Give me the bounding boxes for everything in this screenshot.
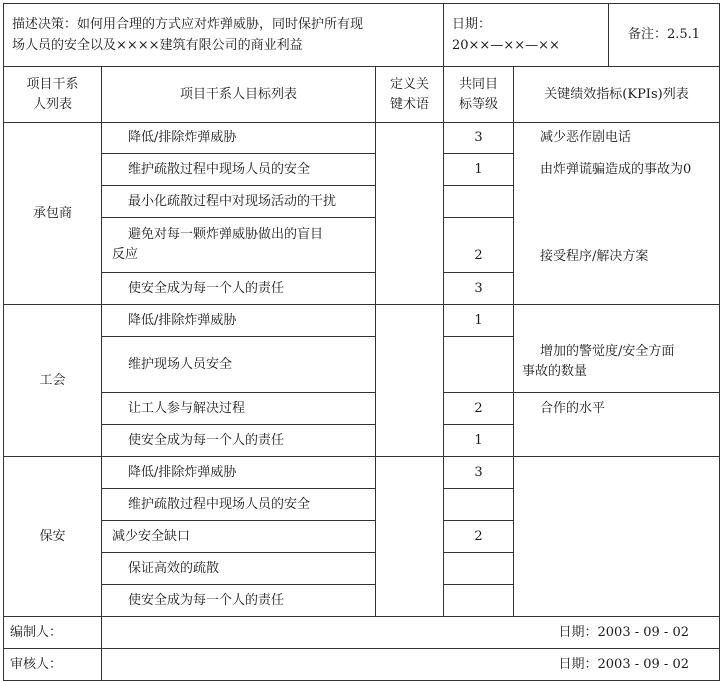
level-cell: 2 <box>444 218 514 273</box>
level-cell <box>444 553 514 585</box>
col-stakeholders: 项目干系 人列表 <box>4 67 102 123</box>
header-row <box>4 4 720 67</box>
kpi-cell: 合作的水平 <box>514 393 720 425</box>
table-row <box>4 425 720 457</box>
col-terms: 定义关 键术语 <box>376 67 444 123</box>
decision-line-2: 场人员的安全以及××××建筑有限公司的商业利益 <box>12 38 303 53</box>
goal-cell: 最小化疏散过程中对现场活动的干扰 <box>102 186 376 218</box>
goal-cell: 避免对每一颗炸弹威胁做出的盲目 反应 <box>102 218 376 273</box>
level-cell <box>444 585 514 617</box>
reviewer-label: 审核人： <box>4 649 102 681</box>
preparer-date: 日期：2003 - 09 - 02 <box>102 617 720 649</box>
level-cell: 2 <box>444 393 514 425</box>
table-row <box>4 218 720 273</box>
goal-cell: 维护现场人员安全 <box>102 337 376 393</box>
kpi-cell <box>514 186 720 218</box>
table-row <box>4 305 720 337</box>
date-cell <box>444 4 609 67</box>
terms-cell <box>376 123 444 305</box>
level-cell: 3 <box>444 123 514 154</box>
table-row <box>4 457 720 489</box>
level-cell: 2 <box>444 521 514 553</box>
goal-cell: 维护疏散过程中现场人员的安全 <box>102 489 376 521</box>
date-value: 20××—××—×× <box>452 38 560 53</box>
level-cell: 1 <box>444 154 514 186</box>
level-cell: 1 <box>444 305 514 337</box>
table-row <box>4 123 720 154</box>
goal-cell: 使安全成为每一个人的责任 <box>102 273 376 305</box>
level-cell: 3 <box>444 457 514 489</box>
kpi-cell: 接受程序/解决方案 <box>514 218 720 273</box>
col-level: 共同目 标等级 <box>444 67 514 123</box>
kpi-cell <box>514 273 720 305</box>
table-row <box>4 273 720 305</box>
table-row <box>4 393 720 425</box>
terms-cell <box>376 457 444 617</box>
goal-cell: 降低/排除炸弹威胁 <box>102 123 376 154</box>
kpi-cell <box>514 457 720 617</box>
table-row <box>4 186 720 218</box>
level-cell: 3 <box>444 273 514 305</box>
decision-line-1: 描述决策：如何用合理的方式应对炸弹威胁，同时保护所有现 <box>12 17 364 32</box>
kpi-cell <box>514 425 720 457</box>
preparer-label: 编制人： <box>4 617 102 649</box>
goal-cell: 降低/排除炸弹威胁 <box>102 305 376 337</box>
stakeholder-name: 保安 <box>4 457 102 617</box>
col-kpis: 关键绩效指标(KPIs)列表 <box>514 67 720 123</box>
form-table <box>3 3 720 681</box>
goal-cell: 减少安全缺口 <box>102 521 376 553</box>
preparer-row <box>4 617 720 649</box>
col-goals: 项目干系人目标列表 <box>102 67 376 123</box>
terms-cell <box>376 305 444 457</box>
kpi-cell: 增加的警觉度/安全方面 事故的数量 <box>514 305 720 393</box>
goal-cell: 降低/排除炸弹威胁 <box>102 457 376 489</box>
level-cell: 1 <box>444 425 514 457</box>
level-cell <box>444 489 514 521</box>
level-cell <box>444 186 514 218</box>
reviewer-row <box>4 649 720 681</box>
goal-cell: 维护疏散过程中现场人员的安全 <box>102 154 376 186</box>
date-label: 日期： <box>452 17 492 32</box>
decision-description <box>4 4 444 67</box>
stakeholder-name: 承包商 <box>4 123 102 305</box>
note-cell: 备注：2.5.1 <box>609 4 720 67</box>
goal-cell: 使安全成为每一个人的责任 <box>102 585 376 617</box>
goal-cell: 让工人参与解决过程 <box>102 393 376 425</box>
level-cell <box>444 337 514 393</box>
column-header-row <box>4 67 720 123</box>
kpi-cell: 由炸弹谎骗造成的事故为0 <box>514 154 720 186</box>
goal-cell: 保证高效的疏散 <box>102 553 376 585</box>
stakeholder-name: 工会 <box>4 305 102 457</box>
kpi-cell: 减少恶作剧电话 <box>514 123 720 154</box>
table-row <box>4 154 720 186</box>
reviewer-date: 日期：2003 - 09 - 02 <box>102 649 720 681</box>
goal-cell: 使安全成为每一个人的责任 <box>102 425 376 457</box>
